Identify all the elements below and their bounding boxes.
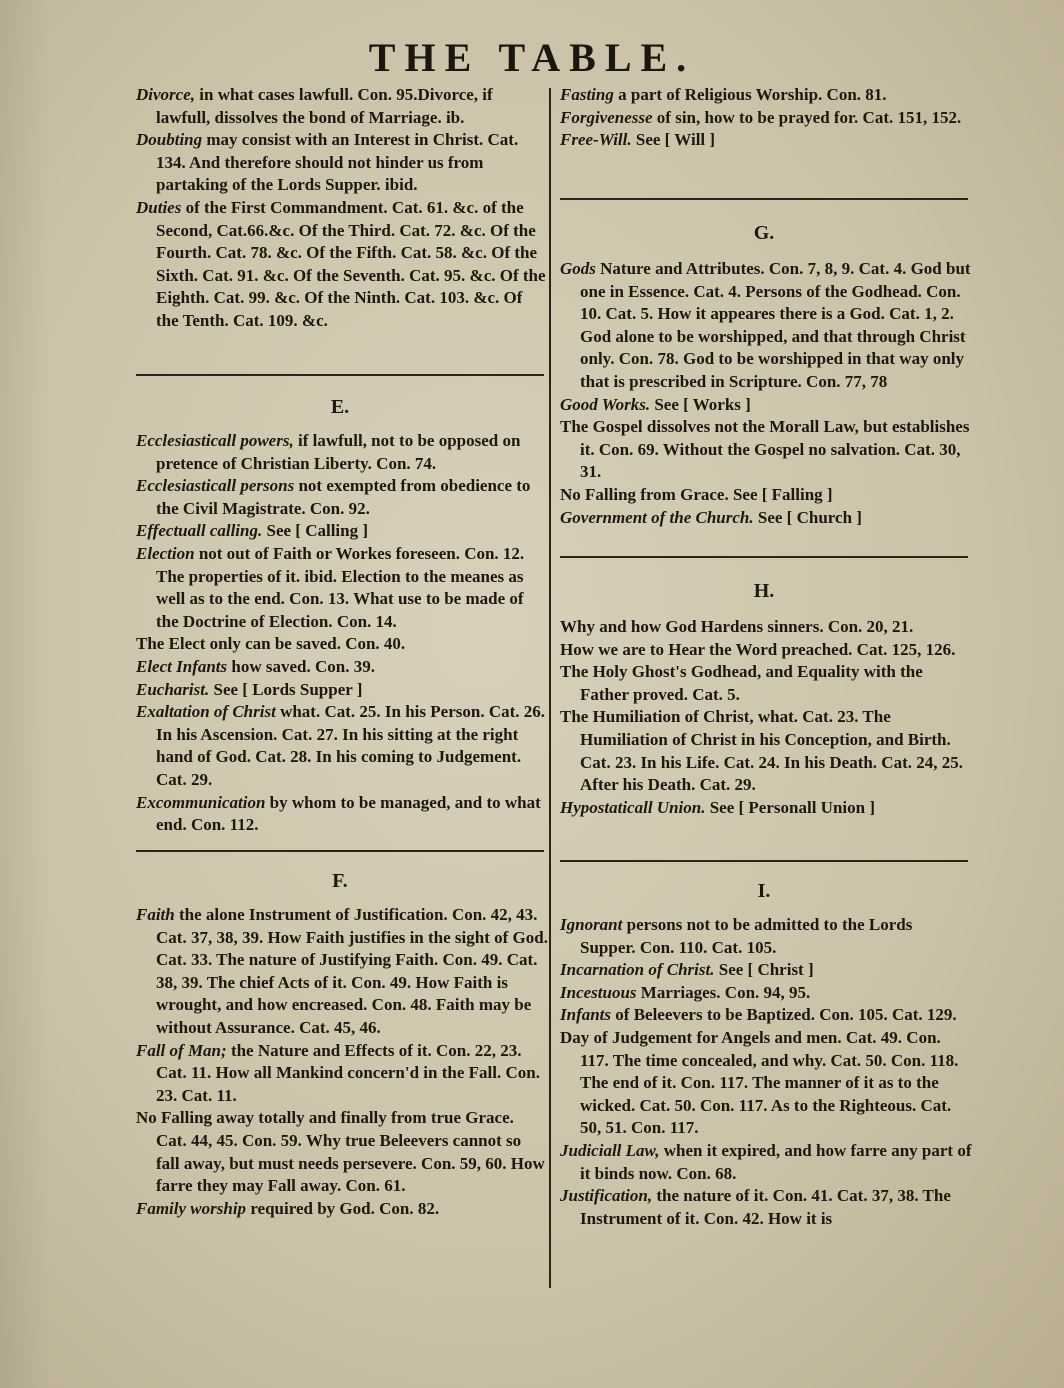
index-entry: Infants of Beleevers to be Baptized. Con. 105. Cat. 129. [560, 1005, 957, 1025]
section-rule [560, 198, 968, 200]
index-entry: Why and how God Hardens sinners. Con. 20, 21. [560, 617, 914, 636]
index-entry: How we are to Hear the Word preached. Cat. 125, 126. [560, 639, 956, 659]
section-letter-i: I. [757, 880, 771, 902]
section-rule [560, 860, 968, 862]
index-entry: Fall of Man; the Nature and Effects of it. Con. 22, 23. Cat. 11. How all Mankind concern'd in the Fall. Con. 23. Cat. 11. [136, 1040, 540, 1105]
section-f-continued-entries [560, 84, 972, 152]
section-letter-h: H. [753, 580, 775, 602]
index-entry: The Gospel dissolves not the Morall Law, but establishes it. Con. 69. Without the Gospel no salvation. Cat. 30, 31. [560, 417, 970, 482]
column-divider [549, 88, 551, 1288]
index-entry: Incarnation of Christ. See [ Christ ] [560, 960, 814, 980]
index-entry: Good Works. See [ Works ] [560, 394, 751, 414]
page-fold-shadow [0, 0, 50, 1388]
index-entry: Eucharist. See [ Lords Supper ] [136, 679, 363, 699]
index-entry: Gods Nature and Attributes. Con. 7, 8, 9. Cat. 4. God but one in Essence. Cat. 4. Persons of the Godhead. Con. 10. Cat. 5. How it appeares there is a God. Cat. 1, 2. God alone to be worshipped, and that through Christ only. Con. 78. God to be worshipped in that way only that is prescribed in Scripture. Con. 77, 78 [560, 259, 971, 391]
index-entry: Fasting a part of Religious Worship. Con. 81. [560, 85, 887, 104]
section-letter-f: F. [332, 870, 348, 892]
index-entry: Duties of the First Commandment. Cat. 61. &c. of the Second, Cat.66.&c. Of the Third. Cat. 72. &c. Of the Fourth. Cat. 78. &c. Of the Fifth. Cat. 58. &c. Of the Sixth. Cat. 91. &c. Of the Seventh. Cat. 95. &c. Of the Eighth. Cat. 99. &c. Of the Ninth. Cat. 103. &c. Of the Tenth. Cat. 109. &c. [136, 197, 546, 330]
index-entry: Divorce, in what cases lawfull. Con. 95.Divorce, if lawfull, dissolves the bond of Marriage. ib. [136, 85, 493, 127]
index-entry: Effectuall calling. See [ Calling ] [136, 521, 369, 541]
index-entry: The Humiliation of Christ, what. Cat. 23. The Humiliation of Christ in his Conception, and Birth. Cat. 23. In his Life. Cat. 24. In his Death. Cat. 24, 25. After his Death. Cat. 29. [560, 707, 963, 795]
index-entry: Elect Infants how saved. Con. 39. [136, 656, 375, 676]
section-g-entries [560, 258, 972, 529]
index-entry: Election not out of Faith or Workes foreseen. Con. 12. The properties of it. ibid. Election to the meanes as well as to the end. Con. 13. What use to be made of the Doctrine of Election. Con. 14. [136, 543, 525, 631]
index-entry: Ecclesiasticall powers, if lawfull, not to be opposed on pretence of Christian Liberty. Con. 74. [136, 431, 521, 473]
section-d-entries [136, 84, 548, 333]
index-entry: Incestuous Marriages. Con. 94, 95. [560, 982, 811, 1002]
section-h-entries [560, 616, 972, 819]
index-entry: Ignorant persons not to be admitted to the Lords Supper. Con. 110. Cat. 105. [560, 915, 913, 957]
section-letter-g: G. [753, 222, 775, 244]
section-e-entries [136, 430, 548, 837]
index-entry: Judiciall Law, when it expired, and how farre any part of it binds now. Con. 68. [560, 1140, 972, 1183]
index-entry: Forgivenesse of sin, how to be prayed for. Cat. 151, 152. [560, 107, 962, 127]
index-entry: Family worship required by God. Con. 82. [136, 1198, 440, 1218]
index-entry: Government of the Church. See [ Church ] [560, 507, 862, 527]
index-entry: Free-Will. See [ Will ] [560, 130, 716, 150]
index-entry: Doubting may consist with an Interest in Christ. Cat. 134. And therefore should not hinder us from partaking of the Lords Supper. ibid. [136, 130, 519, 195]
index-entry: Justification, the nature of it. Con. 41. Cat. 37, 38. The Instrument of it. Con. 42. How it is [560, 1186, 951, 1228]
section-letter-e: E. [330, 396, 350, 418]
index-entry: Day of Judgement for Angels and men. Cat. 49. Con. 117. The time concealed, and why. Cat. 50. Con. 118. The end of it. Con. 117. The manner of it as to the wicked. Cat. 50. Con. 117. As to the Righteous. Cat. 50, 51. Con. 117. [560, 1027, 959, 1138]
section-rule [136, 374, 544, 376]
section-f-entries [136, 904, 548, 1220]
section-rule [136, 850, 544, 852]
index-entry: The Elect only can be saved. Con. 40. [136, 634, 406, 654]
index-entry: Excommunication by whom to be managed, and to what end. Con. 112. [136, 792, 541, 835]
index-entry: Ecclesiasticall persons not exempted from obedience to the Civil Magistrate. Con. 92. [136, 476, 531, 518]
section-i-entries [560, 914, 972, 1230]
index-entry: The Holy Ghost's Godhead, and Equality with the Father proved. Cat. 5. [560, 662, 923, 704]
index-entry: Faith the alone Instrument of Justification. Con. 42, 43. Cat. 37, 38, 39. How Faith justifies in the sight of God. Cat. 33. The nature of Justifying Faith. Con. 49. Cat. 38, 39. The chief Acts of it. Con. 49. How Faith is wrought, and how encreased. Con. 48. Faith may be without Assurance. Cat. 45, 46. [136, 905, 548, 1037]
section-rule [560, 556, 968, 558]
index-entry: No Falling away totally and finally from true Grace. Cat. 44, 45. Con. 59. Why true Beleevers cannot so fall away, but must needs persevere. Con. 59, 60. How farre they may Fall away. Con. 61. [136, 1108, 545, 1196]
index-entry: No Falling from Grace. See [ Falling ] [560, 484, 833, 504]
page-title: THE TABLE. [368, 35, 696, 80]
index-entry: Exaltation of Christ what. Cat. 25. In his Person. Cat. 26. In his Ascension. Cat. 27. In his sitting at the right hand of God. Cat. 28. In his coming to Judgement. Cat. 29. [136, 702, 546, 789]
index-entry: Hypostaticall Union. See [ Personall Union ] [560, 797, 875, 817]
